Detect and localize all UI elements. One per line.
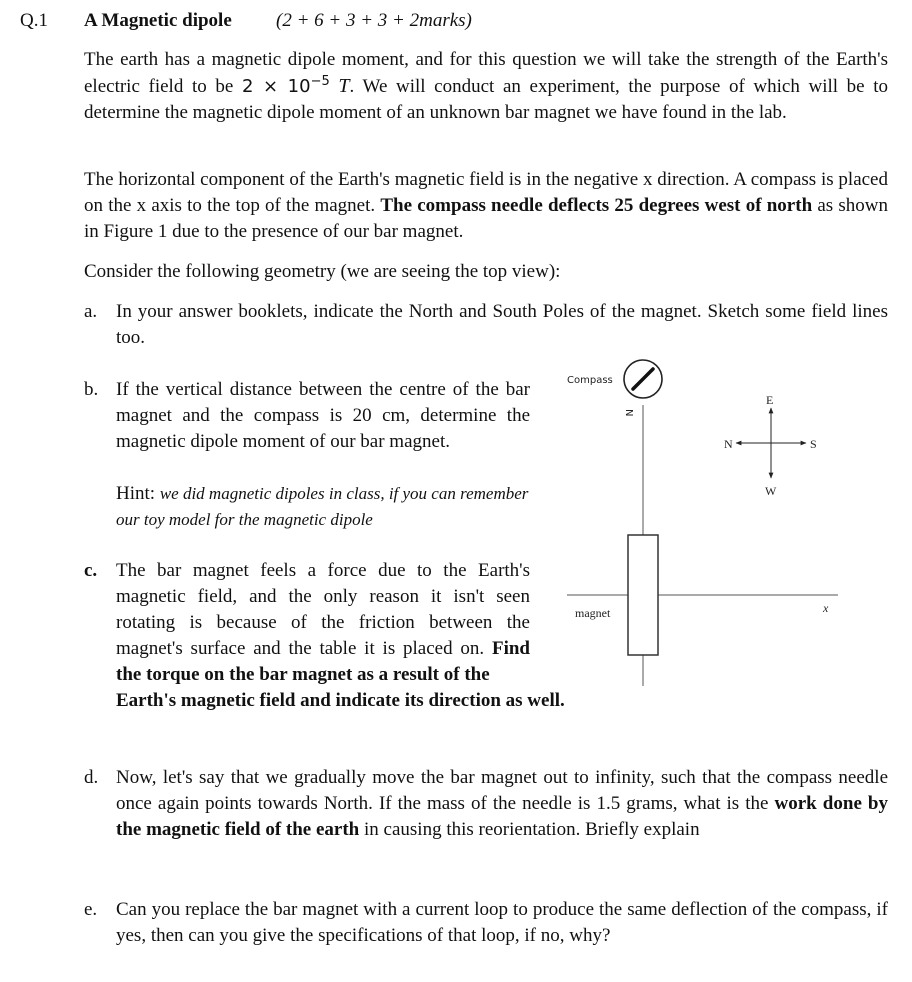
north-tick-label: N: [623, 409, 634, 417]
part-c-text: The bar magnet feels a force due to the Earth's magnetic field, and the only reason it isn't seen rotating is because of the friction between the magnet's surface and the table it is placed on. Find the torque on the bar magnet as a result of the Earth's magnetic field and indicate its direction as well.: [116, 560, 565, 711]
rose-label-south: S: [810, 437, 817, 451]
compass-label: Compass: [567, 375, 613, 386]
part-c-letter: c.: [84, 560, 98, 581]
field-strength-value: $2 \times 10^{-5}$: [241, 74, 330, 97]
magnet-label: magnet: [575, 606, 611, 620]
deflection-statement: The compass needle deflects 25 degrees west of north: [380, 195, 813, 216]
question-number: Q.1: [20, 10, 48, 31]
part-d-letter: d.: [84, 767, 99, 788]
hint-text: we did magnetic dipoles in class, if you can remember our toy model for the magnetic dipole: [116, 484, 529, 529]
part-a-letter: a.: [84, 301, 98, 322]
question-marks: (2 + 6 + 3 + 3 + 2marks): [276, 10, 472, 31]
hint-label: Hint:: [116, 483, 160, 504]
part-e-letter: e.: [84, 899, 98, 920]
part-b-letter: b.: [84, 379, 99, 400]
part-d-text: Now, let's say that we gradually move the bar magnet out to infinity, such that the compass needle once again points towards North. If the mass of the needle is 1.5 grams, what is the work done by the magnetic field of the earth in causing this reorientation. Briefly explain: [116, 767, 888, 840]
x-axis-label: x: [823, 601, 829, 615]
part-a-text: In your answer booklets, indicate the North and South Poles of the magnet. Sketch some field lines too.: [116, 301, 888, 348]
part-b-text: If the vertical distance between the centre of the bar magnet and the compass is 20 cm, determine the magnetic dipole moment of our bar magnet.: [116, 379, 530, 452]
intro-paragraph-1: The earth has a magnetic dipole moment, and for this question we will take the strength of the Earth's electric field to be $2 \times 10^{-5}$ T. We will conduct an experiment, the purpose of which will be to determine the magnetic dipole moment of an unknown bar magnet we have found in the lab.: [84, 49, 888, 123]
intro-paragraph-2: The horizontal component of the Earth's magnetic field is in the negative x direction. A compass is placed on the x axis to the top of the magnet. The compass needle deflects 25 degrees west of north as shown in Figure 1 due to the presence of our bar magnet.: [84, 169, 888, 242]
part-e-text: Can you replace the bar magnet with a current loop to produce the same deflection of the compass, if yes, then can you give the specifications of that loop, if no, why?: [116, 899, 888, 946]
field-unit: T: [338, 75, 350, 97]
bar-magnet: [628, 535, 658, 655]
rose-label-east: E: [766, 393, 774, 407]
rose-label-west: W: [765, 484, 777, 498]
rose-label-north: N: [724, 437, 733, 451]
intro-paragraph-3: Consider the following geometry (we are seeing the top view):: [84, 261, 561, 282]
question-title: A Magnetic dipole: [84, 10, 232, 31]
